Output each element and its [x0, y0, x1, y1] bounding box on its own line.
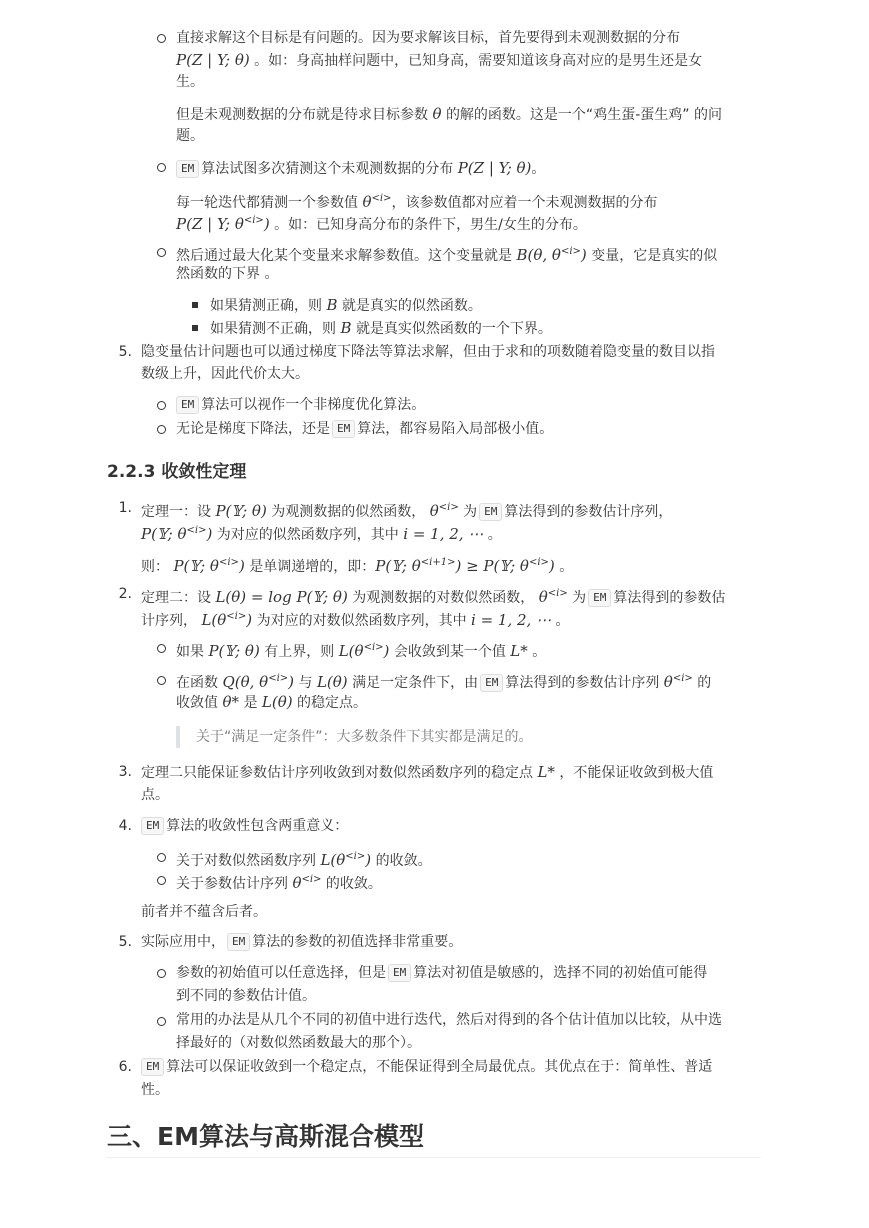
- math-formula: B: [326, 296, 338, 314]
- list-number: 6.: [118, 1059, 132, 1075]
- math-formula: $L(\theta^{<i>})$: [201, 611, 253, 629]
- paragraph-line: [176, 869, 382, 891]
- paragraph-line: [141, 761, 713, 783]
- math-formula: P(𝕐; $\theta^{<i>}$): [141, 525, 213, 543]
- text: 关于“满足一定条件”：大多数条件下其实都是满足的。: [196, 729, 533, 745]
- text: ，不能保证收敛到极大值: [559, 765, 714, 781]
- math-formula: B(θ, $\theta^{<i>}$): [516, 246, 587, 264]
- bullet-circle: [157, 853, 166, 862]
- paragraph-line: [210, 294, 482, 316]
- math-formula: P(𝕐; $\theta^{<i>}$): [173, 557, 245, 575]
- math-formula: $\theta^{<i>}$: [663, 673, 693, 691]
- text: 每一轮迭代都猜测一个参数值: [176, 195, 358, 211]
- text: ，该参数值都对应着一个未观测数据的分布: [391, 195, 658, 211]
- text: 为对应的对数似然函数序列，其中: [256, 613, 467, 629]
- code-inline: EM: [479, 503, 502, 521]
- text: 有上界，则: [264, 644, 335, 660]
- math-formula: P(𝕐; θ): [208, 642, 260, 660]
- text: 如果: [176, 644, 204, 660]
- text: 题。: [176, 128, 204, 144]
- text: 算法可以保证收敛到一个稳定点，不能保证得到全局最优点。其优点在于：简单性、普适: [166, 1059, 713, 1075]
- math-formula: P(𝕐; $\theta^{<i+1>}$) ≥ P(𝕐; $\theta^{<i>}$): [375, 557, 555, 575]
- text: 与: [298, 675, 313, 691]
- text: 算法，都容易陷入局部极小值。: [357, 421, 554, 437]
- bullet-circle: [157, 425, 166, 434]
- text: 数级上升，因此代价太大。: [141, 366, 309, 382]
- paragraph-line: [176, 27, 680, 49]
- bullet-circle: [157, 401, 166, 410]
- code-inline: EM: [176, 396, 199, 414]
- paragraph-line: [176, 210, 587, 232]
- heading-rule: [107, 1157, 761, 1158]
- text: 定理一：设: [141, 504, 211, 520]
- math-formula: L(θ): [261, 693, 293, 711]
- paragraph-line: [141, 784, 169, 806]
- text: 隐变量估计问题也可以通过梯度下降法等算法求解，但由于求和的项数随着隐变量的数目以指: [141, 344, 715, 360]
- list-number: 2.: [118, 586, 132, 602]
- paragraph-line: [139, 1056, 712, 1078]
- text: 到不同的参数估计值。: [176, 988, 316, 1004]
- math-formula: $L(\theta^{<i>})$: [320, 851, 372, 869]
- code-inline: EM: [332, 420, 355, 438]
- text: 的: [697, 675, 712, 691]
- text: 然后通过最大化某个变量来求解参数值。这个变量就是: [176, 248, 512, 264]
- bullet-circle: [157, 34, 166, 43]
- paragraph-line: [176, 985, 316, 1007]
- paragraph-line: [176, 241, 717, 263]
- paragraph-line: [176, 668, 711, 690]
- code-inline: EM: [176, 160, 199, 178]
- paragraph-line: [139, 815, 348, 837]
- list-number: 4.: [118, 818, 132, 834]
- math-formula: θ: [432, 105, 442, 123]
- text: 的解的函数。这是一个“鸡生蛋-蛋生鸡” 的问: [445, 107, 722, 123]
- math-formula: L*: [510, 642, 528, 660]
- text: 择最好的（对数似然函数最大的那个）。: [176, 1035, 421, 1051]
- paragraph-line: [176, 188, 657, 210]
- math-formula: P(Z | Y; θ): [457, 159, 532, 177]
- text: 关于参数估计序列: [176, 876, 288, 892]
- text: 变量，它是真实的似: [591, 248, 718, 264]
- section-heading: 2.2.3 收敛性定理: [107, 462, 247, 482]
- paragraph-line: [141, 497, 672, 519]
- text: 会收敛到某一个值: [393, 644, 506, 660]
- math-formula: L(θ): [316, 673, 348, 691]
- paragraph-line: [141, 606, 570, 628]
- bullet-circle: [157, 248, 166, 257]
- paragraph-line: [176, 263, 278, 285]
- paragraph-line: [141, 552, 573, 574]
- code-inline: EM: [141, 1058, 164, 1076]
- text: 无论是梯度下降法，还是: [176, 421, 330, 437]
- math-formula: $\theta^{<i>}$: [362, 193, 392, 211]
- paragraph-line: [141, 583, 725, 605]
- code-inline: EM: [141, 817, 164, 835]
- text: 如果猜测不正确，则: [210, 321, 336, 337]
- text: 是单调递增的，即：: [249, 559, 376, 575]
- text: 收敛值: [176, 695, 218, 711]
- math-formula: P(Z | Y; θ): [176, 51, 250, 69]
- text: 前者并不蕴含后者。: [141, 904, 267, 920]
- text: 算法的收敛性包含两重意义：: [166, 818, 349, 834]
- text: 。如：身高抽样问题中，已知身高，需要知道该身高对应的是男生还是女: [254, 53, 703, 69]
- math-formula: i = 1, 2, ⋯: [403, 525, 484, 543]
- text: 算法对初值是敏感的，选择不同的初始值可能得: [413, 965, 708, 981]
- paragraph-line: [176, 71, 204, 93]
- paragraph-line: [176, 962, 707, 984]
- paragraph-line: [141, 341, 715, 363]
- paragraph-line: [176, 418, 553, 440]
- bullet-circle: [157, 969, 166, 978]
- list-number: 5.: [118, 344, 132, 360]
- text: 在函数: [176, 675, 218, 691]
- paragraph-line: [141, 363, 309, 385]
- text: 常用的办法是从几个不同的初值中进行迭代，然后对得到的各个估计值加以比较，从中选: [176, 1012, 722, 1028]
- bullet-circle: [157, 1017, 166, 1026]
- paragraph-line: [176, 691, 367, 713]
- math-formula: B: [340, 319, 352, 337]
- text: 的收敛。: [375, 853, 432, 869]
- text: 的稳定点。: [297, 695, 368, 711]
- math-formula: $\theta^{<i>}$: [429, 502, 459, 520]
- math-formula: P(𝕐; θ): [215, 502, 267, 520]
- text: 为观测数据的似然函数，: [271, 504, 426, 520]
- text: 的收敛。: [325, 876, 382, 892]
- text: 实际应用中，: [141, 934, 225, 950]
- text: 算法得到的参数估计序列，: [504, 504, 673, 520]
- math-formula: i = 1, 2, ⋯: [471, 611, 552, 629]
- bullet-square: [192, 302, 198, 308]
- math-formula: θ*: [222, 693, 239, 711]
- math-formula: L*: [537, 763, 555, 781]
- text: 参数的初始值可以任意选择，但是: [176, 965, 386, 981]
- code-inline: EM: [227, 933, 250, 951]
- code-inline: EM: [480, 674, 503, 692]
- text: 如果猜测正确，则: [210, 298, 322, 314]
- text: 定理二：设: [141, 590, 211, 606]
- paragraph-line: [141, 520, 502, 542]
- text: 计序列，: [141, 613, 197, 629]
- text: 性。: [141, 1082, 169, 1098]
- math-formula: $L(\theta^{<i>})$: [338, 642, 390, 660]
- code-inline: EM: [588, 589, 611, 607]
- math-formula: $\theta^{<i>}$: [538, 588, 568, 606]
- text: 点。: [141, 787, 169, 803]
- blockquote: [196, 726, 533, 748]
- paragraph-line: [141, 1079, 169, 1101]
- text: 直接求解这个目标是有问题的。因为要求解该目标，首先要得到未观测数据的分布: [176, 30, 680, 46]
- text: 定理二只能保证参数估计序列收敛到对数似然函数序列的稳定点: [141, 765, 533, 781]
- paragraph-line: [176, 125, 204, 147]
- bullet-circle: [157, 676, 166, 685]
- text: 。如：已知身高分布的条件下，男生/女生的分布。: [274, 217, 587, 233]
- blockquote-bar: [176, 726, 180, 748]
- paragraph-line: [141, 901, 267, 923]
- text: 为观测数据的对数似然函数，: [352, 590, 535, 606]
- math-formula: Q(θ, $\theta^{<i>}$): [222, 673, 295, 691]
- text: 为对应的似然函数序列，其中: [216, 527, 399, 543]
- paragraph-line: [174, 394, 425, 416]
- text: 然函数的下界 。: [176, 266, 279, 282]
- math-formula: $\theta^{<i>}$: [292, 874, 322, 892]
- text: 算法得到的参数估计序列: [505, 675, 660, 691]
- paragraph-line: [176, 637, 546, 659]
- text: 满足一定条件下，由: [352, 675, 479, 691]
- paragraph-line: [210, 317, 552, 339]
- bullet-circle: [157, 163, 166, 172]
- text: 算法可以视作一个非梯度优化算法。: [201, 397, 426, 413]
- text: 算法的参数的初值选择非常重要。: [252, 934, 463, 950]
- paragraph-line: [174, 157, 545, 179]
- bullet-square: [192, 325, 198, 331]
- text: 。: [532, 644, 547, 660]
- chapter-heading: 三、EM算法与高斯混合模型: [107, 1122, 424, 1151]
- text: 算法得到的参数估: [613, 590, 726, 606]
- text: 为: [572, 590, 587, 606]
- text: 关于对数似然函数序列: [176, 853, 316, 869]
- math-formula: L(θ) = log P(𝕐; θ): [215, 588, 348, 606]
- text: 。: [555, 613, 570, 629]
- paragraph-line: [176, 1032, 421, 1054]
- code-inline: EM: [388, 964, 411, 982]
- text: 。: [559, 559, 574, 575]
- paragraph-line: [176, 103, 722, 125]
- bullet-circle: [157, 876, 166, 885]
- text: 但是未观测数据的分布就是待求目标参数: [176, 107, 428, 123]
- paragraph-line: [176, 49, 702, 71]
- text: 是: [243, 695, 258, 711]
- list-number: 1.: [118, 500, 132, 516]
- list-number: 5.: [118, 934, 132, 950]
- text: 。: [487, 527, 502, 543]
- list-number: 3.: [118, 764, 132, 780]
- paragraph-line: [141, 931, 462, 953]
- paragraph-line: [176, 846, 432, 868]
- text: 就是真实的似然函数。: [341, 298, 482, 314]
- text: 则：: [141, 559, 169, 575]
- math-formula: P(Z | Y; $\theta^{<i>}$): [176, 215, 270, 233]
- paragraph-line: [176, 1009, 722, 1031]
- text: 生。: [176, 74, 204, 90]
- text: 就是真实似然函数的一个下界。: [355, 321, 552, 337]
- text: 算法试图多次猜测这个未观测数据的分布: [201, 161, 454, 177]
- text: 为: [463, 504, 478, 520]
- text: 。: [531, 161, 546, 177]
- bullet-circle: [157, 644, 166, 653]
